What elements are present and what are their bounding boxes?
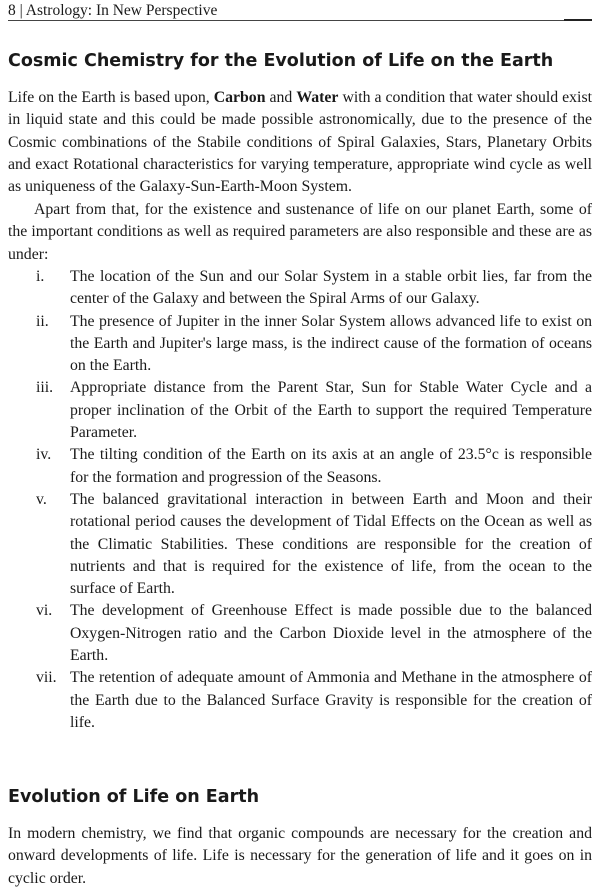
para-text: Life on the Earth is based upon, xyxy=(8,89,214,106)
section-heading-evolution: Evolution of Life on Earth xyxy=(8,787,260,807)
paragraph-intro xyxy=(8,87,592,198)
para-text: In modern chemistry, we find that organic compounds are necessary for the creation and onward developments of life. Life is necessary for the generation of life and it goes on in cyclic order. xyxy=(8,825,592,887)
list-text: The tilting condition of the Earth on its axis at an angle of 23.5°c is responsible for the formation and progression of the Seasons. xyxy=(70,446,592,486)
list-number: v. xyxy=(36,490,47,508)
conditions-list xyxy=(8,266,592,734)
page-number: 8 xyxy=(8,2,16,19)
para-text: with a condition that water should exist in liquid state and this could be made possible astronomically, due to the presence of the Cosmic combinations of the Stabile conditions of Spiral Galaxies, Stars, Planetary Orbits and exact Rotational characteristics for varying temperature, appropriate wind cycle as well as uniqueness of the Galaxy-Sun-Earth-Moon System. xyxy=(8,89,592,196)
list-item xyxy=(8,667,592,734)
header-rule xyxy=(8,20,592,21)
list-number: iv. xyxy=(36,446,52,464)
running-head xyxy=(8,2,592,20)
paragraph-conditions xyxy=(8,199,592,266)
list-item xyxy=(8,444,592,489)
bold-term-carbon: Carbon xyxy=(213,89,266,106)
header-rule-accent xyxy=(564,19,592,21)
list-number: vi. xyxy=(36,602,53,620)
list-text: The presence of Jupiter in the inner Solar System allows advanced life to exist on the Earth and Jupiter's large mass, is the indirect cause of the formation of oceans on the Earth. xyxy=(70,312,592,375)
bold-term-water: Water xyxy=(296,89,339,106)
book-title: Astrology: In New Perspective xyxy=(25,2,218,19)
list-item xyxy=(8,311,592,378)
para-text: Apart from that, for the existence and sustenance of life on our planet Earth, some of the important conditions as well as required parameters are also responsible and these are as under: xyxy=(8,201,592,263)
list-text: The balanced gravitational interaction in between Earth and Moon and their rotational period causes the development of Tidal Effects on the Ocean as well as the Climatic Stabilities. These conditions are responsible for the creation of nutrients and that is required for the existence of life, from the ocean to the surface of Earth. xyxy=(70,490,592,598)
list-item xyxy=(8,489,592,600)
list-item xyxy=(8,266,592,311)
list-item xyxy=(8,377,592,444)
para-text: and xyxy=(265,89,297,106)
list-number: ii. xyxy=(36,312,49,330)
list-number: iii. xyxy=(36,379,54,397)
list-text: Appropriate distance from the Parent Star, Sun for Stable Water Cycle and a proper inclination of the Orbit of the Earth to support the required Temperature Parameter. xyxy=(70,379,592,442)
list-item xyxy=(8,600,592,667)
paragraph-evolution xyxy=(8,823,592,890)
section-heading-cosmic-chemistry: Cosmic Chemistry for the Evolution of Life on the Earth xyxy=(8,51,554,71)
head-separator: | xyxy=(19,2,23,19)
list-number: i. xyxy=(36,268,45,285)
list-text: The development of Greenhouse Effect is made possible due to the balanced Oxygen-Nitrogen ratio and the Carbon Dioxide level in the atmosphere of the Earth. xyxy=(70,602,592,665)
list-text: The location of the Sun and our Solar System in a stable orbit lies, far from the center of the Galaxy and between the Spiral Arms of our Galaxy. xyxy=(70,268,592,308)
list-text: The retention of adequate amount of Ammonia and Methane in the atmosphere of the Earth due to the Balanced Surface Gravity is responsible for the creation of life. xyxy=(70,669,592,731)
list-number: vii. xyxy=(36,669,57,687)
